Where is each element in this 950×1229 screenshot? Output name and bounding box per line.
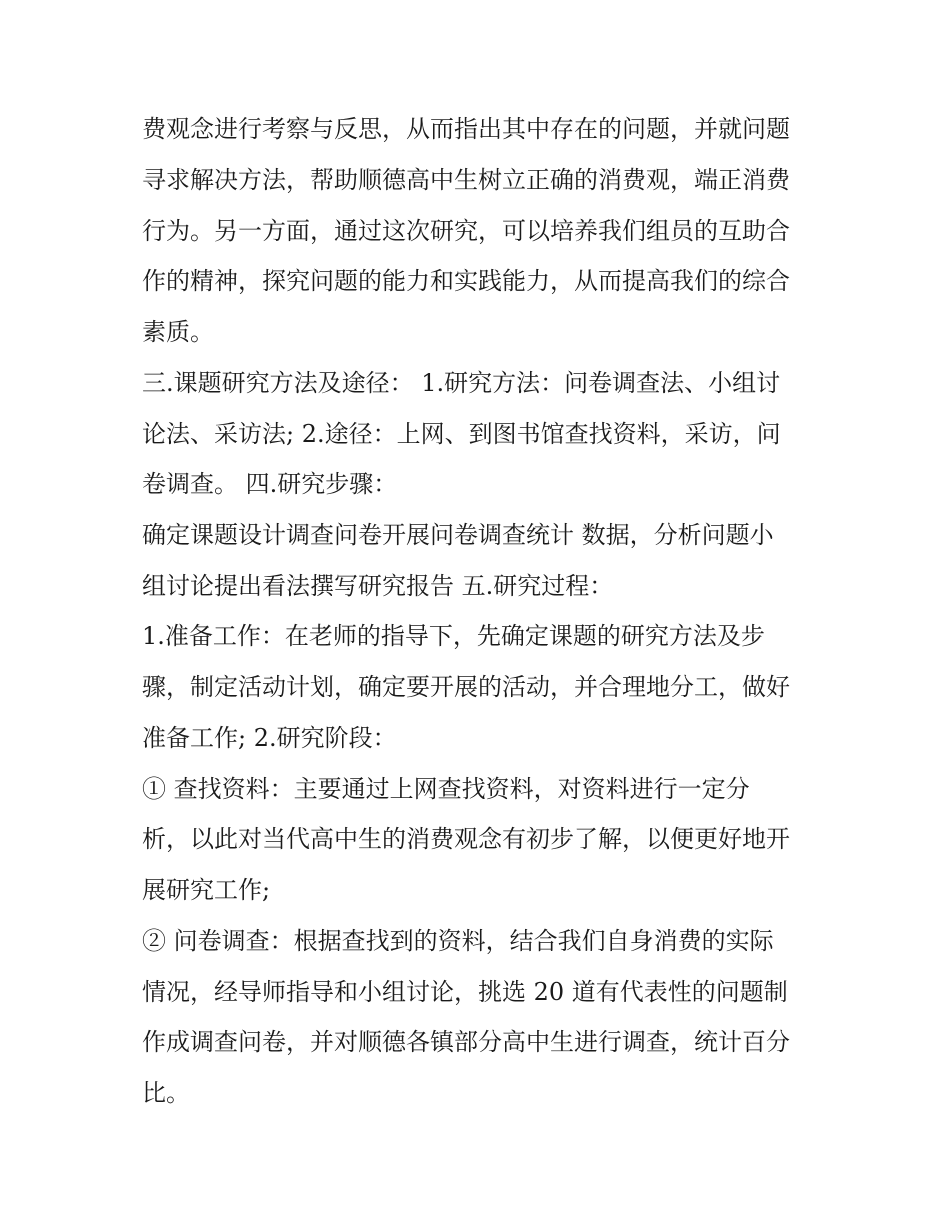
text-line-1: 费观念进行考察与反思，从而指出其中存在的问题，并就问题 — [142, 115, 790, 143]
section-heading-process: 组讨论提出看法撰写研究报告 五.研究过程： — [142, 572, 614, 600]
section-heading-methods: 三.课题研究方法及途径： 1.研究方法：问卷调查法、小组讨 — [142, 369, 781, 397]
text-line-19: 作成调查问卷，并对顺德各镇部分高中生进行调查，统计百分 — [142, 1028, 790, 1056]
section-heading-steps: 卷调查。 四.研究步骤： — [142, 470, 398, 498]
text-line-7: 论法、采访法; 2.途径：上网、到图书馆查找资料，采访，问 — [142, 420, 781, 448]
text-line-3: 行为。另一方面，通过这次研究，可以培养我们组员的互助合 — [142, 217, 790, 245]
text-line-16: 展研究工作; — [142, 876, 271, 904]
text-line-9: 确定课题设计调查问卷开展问卷调查统计 数据，分析问题小 — [142, 521, 774, 549]
text-line-13: 准备工作; 2.研究阶段： — [142, 724, 397, 752]
text-line-12: 骤，制定活动计划，确定要开展的活动，并合理地分工，做好 — [142, 673, 790, 701]
list-item-2: ② 问卷调查：根据查找到的资料，结合我们自身消费的实际 — [142, 927, 774, 955]
text-line-20: 比。 — [142, 1079, 190, 1107]
text-line-15: 析，以此对当代高中生的消费观念有初步了解，以便更好地开 — [142, 825, 790, 853]
text-line-2: 寻求解决方法，帮助顺德高中生树立正确的消费观，端正消费 — [142, 166, 790, 194]
text-line-11: 1.准备工作：在老师的指导下，先确定课题的研究方法及步 — [142, 622, 765, 650]
text-line-4: 作的精神，探究问题的能力和实践能力，从而提高我们的综合 — [142, 267, 790, 295]
list-item-1: ① 查找资料：主要通过上网查找资料，对资料进行一定分 — [142, 775, 750, 803]
text-line-5: 素质。 — [142, 318, 214, 346]
text-line-18: 情况，经导师指导和小组讨论，挑选 20 道有代表性的问题制 — [142, 978, 788, 1006]
